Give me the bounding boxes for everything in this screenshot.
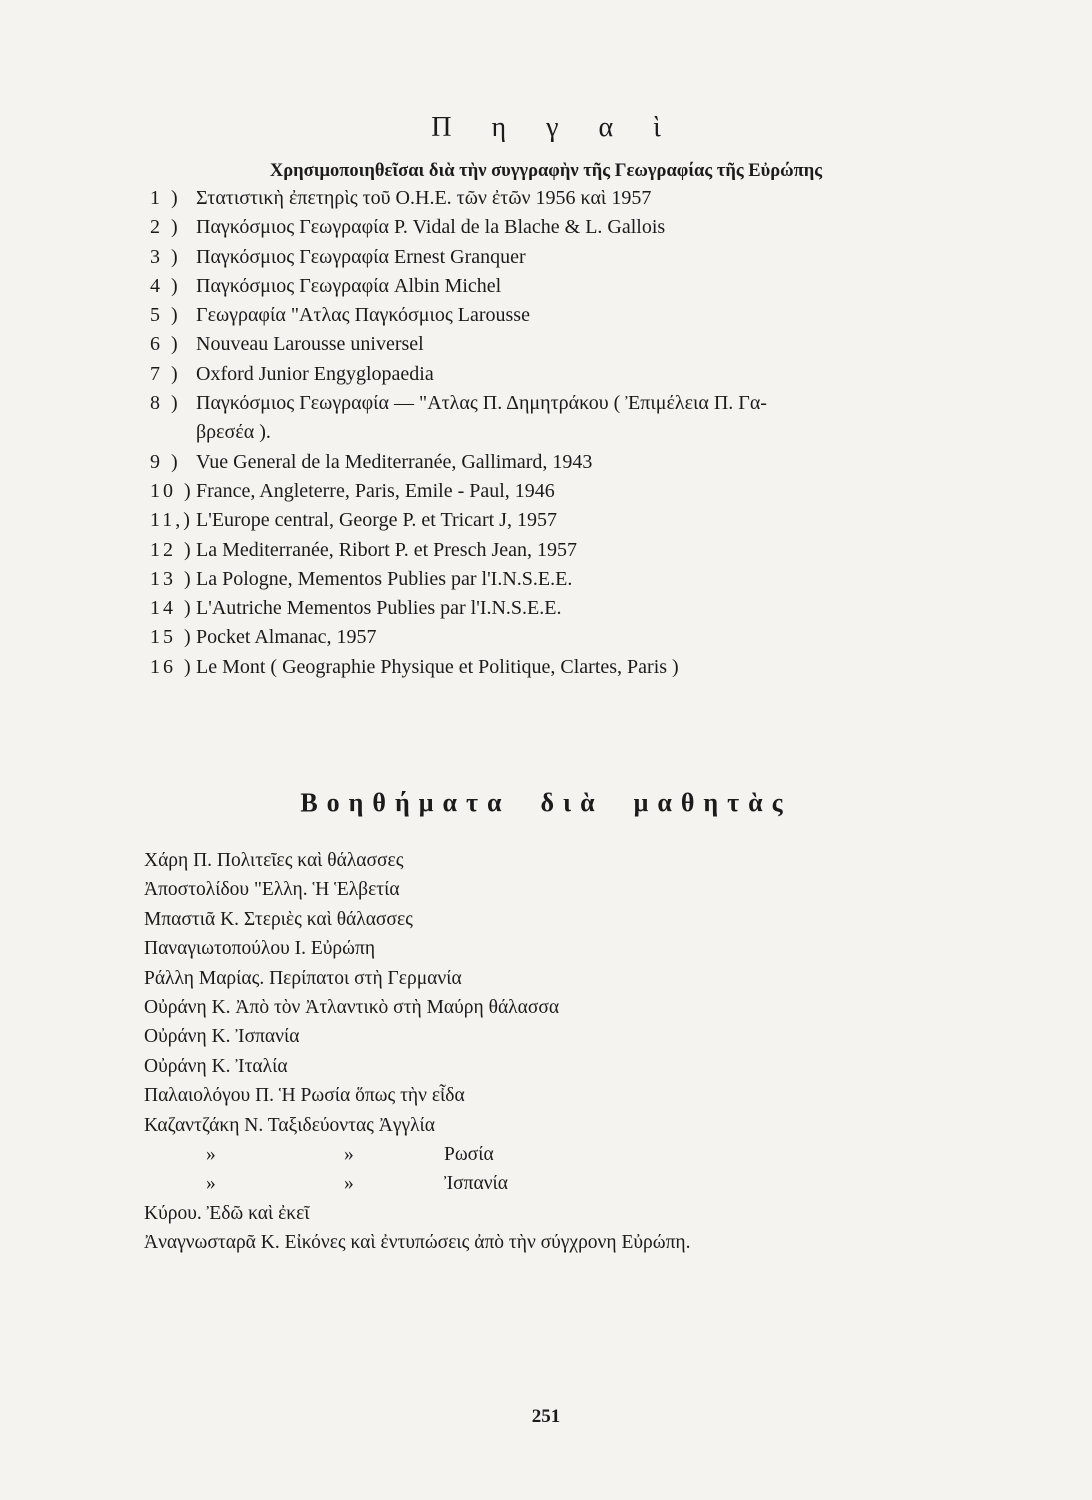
aid-title: Ρωσία	[444, 1143, 494, 1165]
aid-item: Παλαιολόγου Π. Ἡ Ρωσία ὅπως τὴν εἶδα	[144, 1085, 465, 1107]
ditto-mark: »	[206, 1143, 216, 1165]
source-number: 8 )	[150, 392, 181, 415]
source-number: 7 )	[150, 362, 181, 385]
source-text: Στατιστικὴ ἐπετηρὶς τοῦ Ο.Η.Ε. τῶν ἐτῶν 1956 καὶ 1957	[196, 187, 652, 209]
source-text: Le Mont ( Geographie Physique et Politique, Clartes, Paris )	[196, 655, 679, 678]
source-text: Oxford Junior Engyglopaedia	[196, 362, 434, 385]
aids-list	[144, 846, 1004, 1257]
source-item	[150, 506, 990, 535]
source-item	[150, 565, 990, 594]
source-text: France, Angleterre, Paris, Emile - Paul, 1946	[196, 479, 555, 502]
source-item	[150, 184, 990, 213]
source-item	[150, 389, 990, 418]
source-text: Vue General de la Mediterranée, Gallimard, 1943	[196, 450, 593, 473]
aid-item: Χάρη Π. Πολιτεῖες καὶ θάλασσες	[144, 850, 404, 871]
source-number: 9 )	[150, 450, 181, 473]
ditto-mark: »	[344, 1143, 354, 1165]
heading-letter: ὶ	[653, 112, 661, 143]
source-number: 6 )	[150, 333, 181, 356]
ditto-mark: »	[206, 1173, 216, 1195]
source-text: L'Autriche Mementos Publies par l'I.N.S.E.E.	[196, 597, 562, 620]
source-item-continuation	[150, 418, 990, 447]
aid-item: Παναγιωτοπούλου Ι. Εὐρώπη	[144, 938, 376, 960]
source-text: La Pologne, Mementos Publies par l'I.N.S.E.E.	[196, 567, 573, 590]
source-number: 3 )	[150, 245, 181, 268]
aid-item: Κύρου. Ἐδῶ καὶ ἐκεῖ	[144, 1202, 310, 1224]
source-item	[150, 301, 990, 330]
aids-heading	[0, 788, 1092, 818]
aid-item: Οὐράνη Κ. Ἰταλία	[144, 1055, 288, 1077]
sources-list	[150, 184, 990, 682]
source-text: La Mediterranée, Ribort P. et Presch Jean, 1957	[196, 538, 578, 561]
aid-item: Οὐράνη Κ. Ἰσπανία	[144, 1026, 300, 1048]
ditto-mark: »	[344, 1173, 354, 1195]
source-text: Παγκόσμιος Γεωγραφία — "Ατλας Π. Δημητράκου ( Ἐπιμέλεια Π. Γα-	[196, 392, 767, 415]
source-item	[150, 623, 990, 652]
heading-word: Βοηθήματα	[300, 788, 511, 817]
aid-item: Καζαντζάκη Ν. Ταξιδεύοντας Ἀγγλία	[144, 1114, 435, 1136]
source-text: βρεσέα ).	[196, 421, 271, 444]
sources-heading	[0, 112, 1092, 144]
heading-word: μαθητὰς	[633, 788, 792, 817]
source-item	[150, 477, 990, 506]
heading-letter: γ	[546, 112, 559, 143]
source-item	[150, 272, 990, 301]
source-text: Γεωγραφία "Ατλας Παγκόσμιος Larousse	[196, 304, 530, 327]
source-number: 11,)	[150, 509, 193, 532]
source-number: 4 )	[150, 274, 181, 297]
aid-item: Ἀναγνωσταρᾶ Κ. Εἰκόνες καὶ ἐντυπώσεις ἀπὸ τὴν σύγχρονη Εὐρώπη.	[144, 1232, 691, 1254]
heading-letter: η	[491, 112, 507, 143]
source-item	[150, 448, 990, 477]
source-number: 13 )	[150, 567, 194, 590]
source-text: Nouveau Larousse universel	[196, 333, 424, 356]
source-number: 1 )	[150, 187, 181, 209]
source-text: Παγκόσμιος Γεωγραφία P. Vidal de la Blache & L. Gallois	[196, 216, 666, 239]
source-number: 14 )	[150, 597, 194, 620]
heading-letter: α	[598, 112, 614, 143]
source-item	[150, 213, 990, 242]
source-item	[150, 330, 990, 359]
source-text: L'Europe central, George P. et Tricart J, 1957	[196, 509, 557, 532]
source-number: 10 )	[150, 479, 194, 502]
source-item	[150, 653, 990, 682]
page-number: 251	[531, 1406, 561, 1427]
source-number: 5 )	[150, 304, 181, 327]
source-number: 12 )	[150, 538, 194, 561]
source-number: 2 )	[150, 216, 181, 239]
sources-subtitle: Χρησιμοποιηθεῖσαι διὰ τὴν συγγραφὴν τῆς Γεωγραφίας τῆς Εὐρώπης	[269, 161, 823, 181]
aid-item-ditto	[144, 1169, 1004, 1198]
source-text: Παγκόσμιος Γεωγραφία Albin Michel	[196, 274, 502, 297]
source-item	[150, 594, 990, 623]
source-item	[150, 360, 990, 389]
source-text: Παγκόσμιος Γεωγραφία Ernest Granquer	[196, 245, 526, 268]
aid-item: Μπαστιᾶ Κ. Στεριὲς καὶ θάλασσες	[144, 908, 413, 930]
aid-item: Οὐράνη Κ. Ἀπὸ τὸν Ἀτλαντικὸ στὴ Μαύρη θάλασσα	[144, 996, 560, 1018]
heading-letter: Π	[431, 112, 452, 143]
source-number: 16 )	[150, 655, 194, 678]
source-item	[150, 243, 990, 272]
source-text: Pocket Almanac, 1957	[196, 626, 377, 649]
source-item	[150, 536, 990, 565]
heading-word: διὰ	[540, 788, 604, 817]
aid-item: Ράλλη Μαρίας. Περίπατοι στὴ Γερμανία	[144, 967, 462, 989]
source-number: 15 )	[150, 626, 194, 649]
aid-item-ditto	[144, 1140, 1004, 1169]
aid-title: Ἰσπανία	[444, 1173, 509, 1195]
aid-item: Ἀποστολίδου "Ελλη. Ἡ Ἑλβετία	[144, 879, 400, 901]
